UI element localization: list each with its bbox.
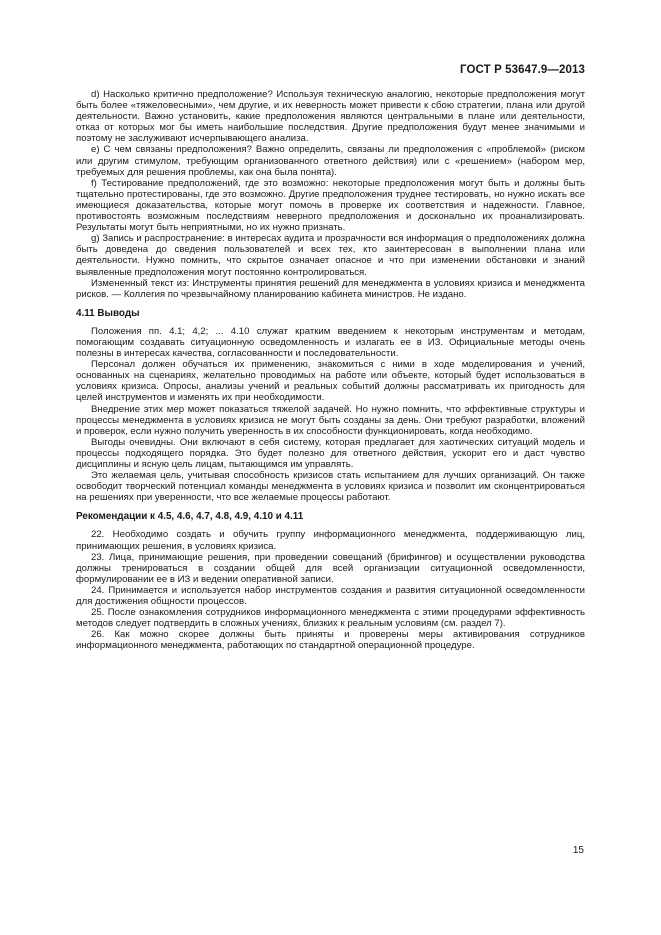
recommendation-25: 25. После ознакомления сотрудников информационного менеджмента с этими процедурами эффективность методов следует подтвердить в сложных учениях, близких к реальным условиям (см. раздел 7). — [76, 607, 585, 630]
recommendation-22: 22. Необходимо создать и обучить группу информационного менеджмента, поддерживающую лиц, принимающих решения, в условиях кризиса. — [76, 529, 585, 552]
recommendation-26: 26. Как можно скорее должны быть приняты и проверены меры активирования сотрудников информационного менеджмента, работающих по стандартной операционной процедуре. — [76, 629, 585, 652]
paragraph-conclusions-4: Выгоды очевидны. Они включают в себя систему, которая предлагает для хаотических ситуаций модель и процессы подходящего порядка. Это будет полезно для ответного действия, ускорит его и даст чувство дисциплины и ясную цель лицам, пытающимся им управлять. — [76, 436, 585, 470]
page-number: 15 — [572, 845, 584, 856]
paragraph-conclusions-3: Внедрение этих мер может показаться тяжелой задачей. Но нужно помнить, что эффективные структуры и процессы менеджмента в условиях кризиса не могут быть созданы за день. Они требуют разработки, вложений и проверок, если нужно получить уверенность в их способности функционировать, когда необходимо. — [76, 403, 585, 437]
standard-designation: ГОСТ Р 53647.9—2013 — [460, 64, 585, 76]
recommendation-24: 24. Принимается и используется набор инструментов создания и развития ситуационной осведомленности для достижения общности процессов. — [76, 584, 585, 608]
paragraph-source-note: Измененный текст из: Инструменты принятия решений для менеджмента в условиях кризиса и менеджмента рисков. — Коллегия по чрезвычайному планированию кабинета министров. Не издано. — [76, 277, 585, 300]
paragraph-item-d: d) Насколько критично предположение? Используя техническую аналогию, некоторые предположения могут быть более «тяжеловесными», чем другие, и их неверность может привести к сбою стратегии, плана или другой деятельности. Важно установить, какие предположения являются центральными в плане или деятельности, отказ от которых мог бы иметь наибольшие последствия. Другие предположения будут менее значимыми и поэтому не заслуживают исчерпывающего анализа. — [76, 89, 585, 145]
paragraph-conclusions-5: Это желаемая цель, учитывая способность кризисов стать испытанием для лучших организаций. Он также освободит творческий потенциал команды менеджмента в условиях кризиса и позволит им сконцентрироваться на решениях при уверенности, что все желаемые процессы работают. — [76, 470, 585, 504]
paragraph-item-g: g) Запись и распространение: в интересах аудита и прозрачности вся информация о предположениях должна быть доведена до сведения пользователей и всех тех, кто заинтересован в выполнении плана или деятельности. Нужно помнить, что скрытое означает опасное и что при изменении обстановки и знаний выявленные предположения могут постоянно контролироваться. — [76, 233, 585, 278]
recommendation-23: 23. Лица, принимающие решения, при проведении совещаний (брифингов) и осуществлении руководства должны тренироваться в создании общей для всей организации ситуационной осведомленности, формулировании ее в ИЗ и ведении оперативной записи. — [76, 551, 585, 585]
paragraph-conclusions-2: Персонал должен обучаться их применению, знакомиться с ними в ходе моделирования и учений, основанных на сценариях, желательно проводимых на работе или объекте, который будет использоваться в условиях кризиса. Опросы, анализы учений и реальных событий должны рассматривать их пригодность для целей инструментов и изменять их при необходимости. — [76, 359, 585, 404]
paragraph-item-f: f) Тестирование предположений, где это возможно: некоторые предположения могут быть и должны быть тщательно протестированы, где это возможно. Другие предположения труднее тестировать, но нужно искать все имеющиеся доказательства, которые могут помочь в проверке их соответствия и надежности. Главное, противостоять возможным последствиям неверного предположения и досконально их проанализировать. Результаты могут быть неприятными, но их нужно признать. — [76, 177, 585, 234]
section-heading-recommendations: Рекомендации к 4.5, 4.6, 4.7, 4.8, 4.9, 4.10 и 4.11 — [76, 511, 304, 523]
paragraph-conclusions-1: Положения пп. 4.1; 4,2; ... 4.10 служат кратким введением к некоторым инструментам и методам, помогающим создавать ситуационную осведомленность и излагать ее в ИЗ. Официальные методы очень полезны в интересах качества, согласованности и последовательности. — [76, 325, 585, 360]
paragraph-item-e: e) С чем связаны предположения? Важно определить, связаны ли предположения с «проблемой» (риском или другим стимулом, требующим организованного ответного действия) или с «решением» (набором мер, требуемых для решения проблемы, как она была понята). — [76, 144, 585, 178]
section-heading-conclusions: 4.11 Выводы — [76, 307, 140, 319]
page-body — [76, 89, 585, 652]
